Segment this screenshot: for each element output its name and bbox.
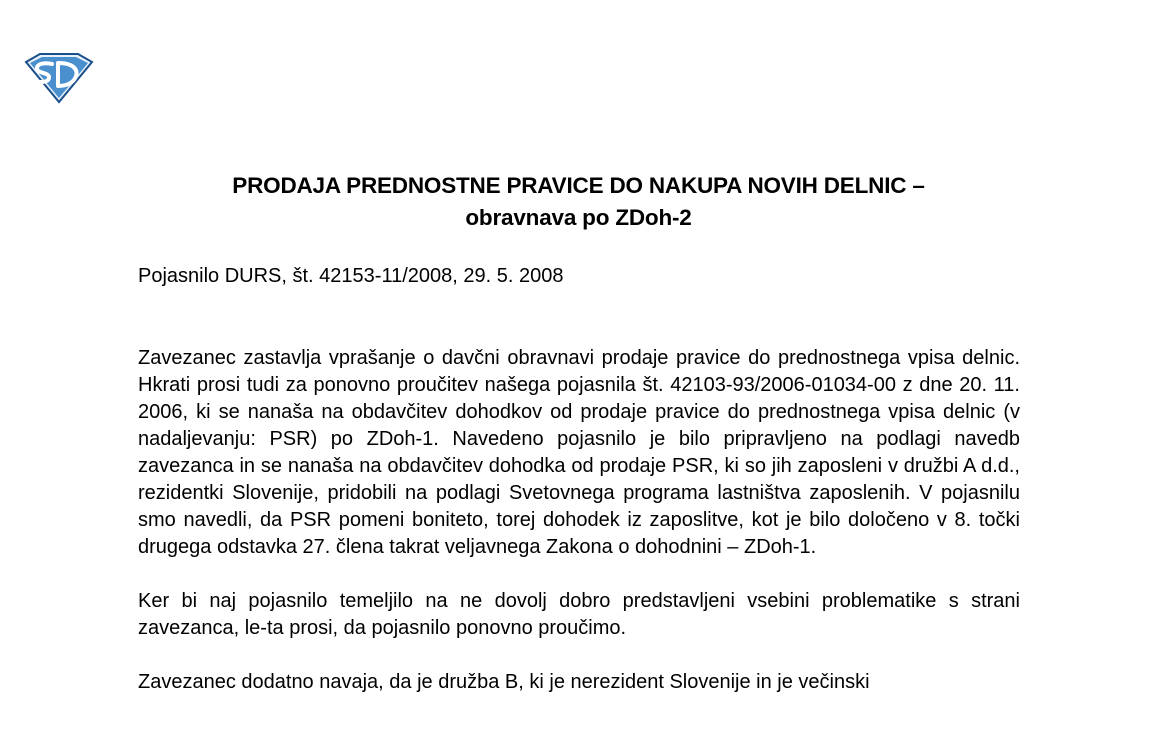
title-line-1: PRODAJA PREDNOSTNE PRAVICE DO NAKUPA NOVIH DELNIC –: [232, 173, 925, 198]
paragraph: Zavezanec zastavlja vprašanje o davčni obravnavi prodaje pravice do prednostnega vpisa delnic. Hkrati prosi tudi za ponovno proučitev našega pojasnila št. 42103-93/2006-01034-00 z dne 20. 11. 2006, ki se nanaša na obdavčitev dohodkov od prodaje pravice do prednostnega vpisa delnic (v nadaljevanju: PSR) po ZDoh-1. Navedeno pojasnilo je bilo pripravljeno na podlagi navedb zavezanca in se nanaša na obdavčitev dohodka od prodaje PSR, ki so jih zaposleni v družbi A d.d., rezidentki Slovenije, pridobili na podlagi Svetovnega programa lastništva zaposlenih. V pojasnilu smo navedli, da PSR pomeni boniteto, torej dohodek iz zaposlitve, kot je bilo določeno v 8. točki drugega odstavka 27. člena takrat veljavnega Zakona o dohodnini – ZDoh-1.: [138, 347, 1020, 558]
title-line-2: obravnava po ZDoh-2: [465, 205, 692, 230]
paragraph: Ker bi naj pojasnilo temeljilo na ne dovolj dobro predstavljeni vsebini problematike s strani zavezanca, le-ta prosi, da pojasnilo ponovno proučimo.: [138, 590, 1020, 639]
document-title: [0, 170, 1157, 234]
source-reference: Pojasnilo DURS, št. 42153-11/2008, 29. 5. 2008: [138, 265, 564, 287]
paragraph: Zavezanec dodatno navaja, da je družba B, ki je nerezident Slovenije in je večinski: [138, 671, 870, 693]
sd-logo-icon: [22, 50, 96, 104]
document-body: [138, 345, 1020, 723]
